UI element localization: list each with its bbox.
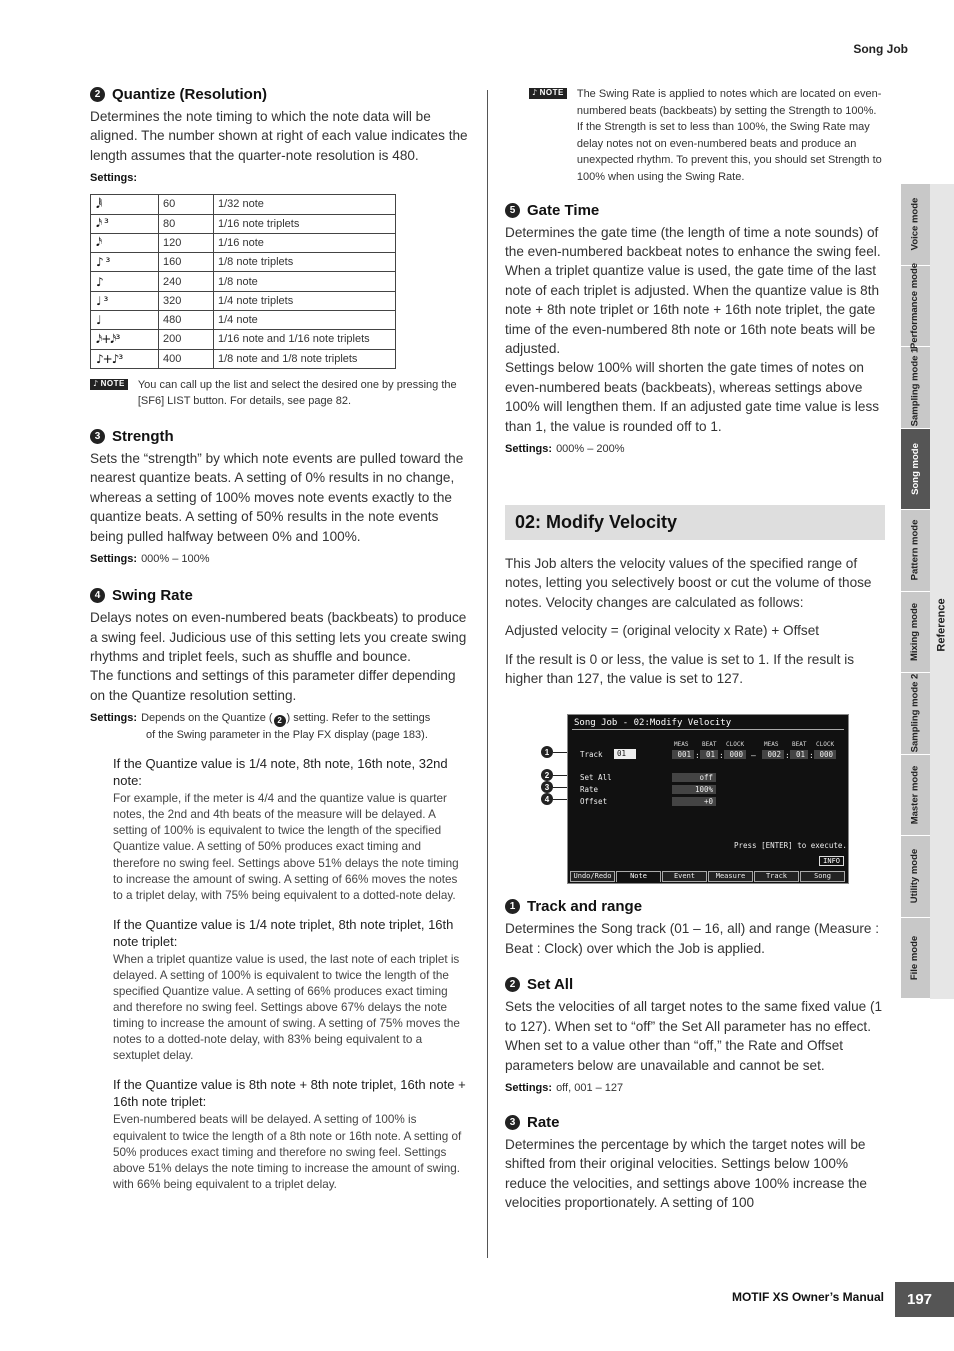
quantize-settings: Settings: xyxy=(90,172,138,185)
track-body: Determines the Song track (01 – 16, all) and range (Measure : Beat : Clock) over which the Job is applied. xyxy=(505,921,880,956)
lcd-header: BEAT xyxy=(792,741,807,749)
note-description: 1/8 note triplets xyxy=(214,253,396,272)
note-value-icon: ♪ xyxy=(91,272,159,291)
track-label: Track xyxy=(580,750,603,760)
sidebar-tab-sampling-mode-2[interactable]: Sampling mode 2 xyxy=(901,673,930,755)
item-number-badge: 3 xyxy=(90,429,105,444)
quantize-heading xyxy=(90,86,468,103)
swing-case-3: If the Quantize value is 8th note + 8th note triplet, 16th note + 16th note triplet: Even-numbered beats will be delayed. A setting of 100% is equivalent to twice the length of a 8th note or 16th note. A setting of 50% produces exact timing and therefore no swing feel. Settings above 51% delays the note timing to increase the amount of swing. with 66% being equivalent to a triplet delay. xyxy=(113,1077,466,1191)
strength-body: Sets the “strength” by which note events are pulled toward the nearest quantize beats. A setting of 0% results in no change, whereas a setting of 100% moves note events exactly to the quantize beats. A setting of 50% results in the note events being pulled halfway between 0% and 100%. xyxy=(90,451,464,544)
rate-label: Rate xyxy=(580,785,599,795)
lcd-tabs xyxy=(570,871,846,882)
info-button[interactable]: INFO xyxy=(819,856,844,866)
table-row xyxy=(91,272,396,291)
beat-start[interactable]: 01 xyxy=(700,750,718,759)
gate-body-2: Settings below 100% will shorten the gate times of notes on even-numbered beats (backbeats), whereas settings above 100% will lengthen them. If an adjusted gate time value is less than 1, the value is rounded off to 1. xyxy=(505,360,880,434)
note-value-icon: 𝅘𝅥𝅱 xyxy=(91,195,159,214)
swing-case-1: If the Quantize value is 1/4 note, 8th note, 16th note, 32nd note: For example, if the meter is 4/4 and the quantize value is quarter notes, the 2nd and 4th beats of the measure will be delayed. A setting of 100% is equivalent to twice the length of the specified Quantize value. A setting of 50% produces exact timing and therefore no swing feel. Settings above 51% delays the note timing to increase the amount of swing. A setting of 66% moves the notes to a triplet delay, with 75% being equivalent to a dotted-note delay. xyxy=(113,756,459,902)
table-row xyxy=(91,233,396,252)
track-title: Track and range xyxy=(527,898,643,916)
clock-start[interactable]: 000 xyxy=(724,750,746,759)
lcd-display xyxy=(567,714,849,884)
note-value-icon: ♪ ³ xyxy=(91,253,159,272)
page-number: 197 xyxy=(895,1282,954,1317)
right-column xyxy=(505,84,885,1213)
quantize-note xyxy=(90,377,468,410)
item-number-badge: 1 xyxy=(505,899,520,914)
note-value-icon: 𝅘𝅥𝅯+𝅘𝅥𝅯³ xyxy=(91,330,159,349)
quantize-table xyxy=(90,194,396,369)
note-description: 1/4 note xyxy=(214,311,396,330)
modify-body-1: This Job alters the velocity values of the specified range of notes, letting you selectively boost or cut the volume of those notes. Velocity changes are calculated as follows: xyxy=(505,556,872,610)
swing-rate-note-text: The Swing Rate is applied to notes which are located on even-numbered beats (backbeats) by setting the Strength to 100%. If the Strength is set to less than 100%, the Swing Rate may delay notes not on even-numbered beats and produce an unexpected rhythm. To prevent this, you should set Strength to 100% when using the Swing Rate. xyxy=(576,88,882,183)
table-row xyxy=(91,195,396,214)
execute-message: Press [ENTER] to execute. xyxy=(734,841,847,851)
table-row xyxy=(91,330,396,349)
swing-heading xyxy=(90,587,468,604)
divider xyxy=(572,729,844,730)
item-number-badge: 5 xyxy=(505,203,520,218)
callout-4: 4 xyxy=(541,793,583,805)
swing-body-1: Delays notes on even-numbered beats (backbeats) to produce a swing feel. Judicious use of this setting lets you create swing rhythms and triplet feels, such as shuffle and bounce. xyxy=(90,610,467,664)
sidebar-tab-file-mode[interactable]: File mode xyxy=(901,918,930,1000)
swing-body-2: The functions and settings of this parameter differ depending on the Quantize resolution setting. xyxy=(90,668,456,703)
manual-title: MOTIF XS Owner’s Manual xyxy=(731,1290,884,1304)
set-all-field[interactable]: off xyxy=(672,773,716,782)
resolution-value: 320 xyxy=(159,291,214,310)
sidebar-tab-pattern-mode[interactable]: Pattern mode xyxy=(901,510,930,592)
note-icon: ♪ NOTE xyxy=(90,379,128,390)
table-row xyxy=(91,349,396,368)
beat-end[interactable]: 01 xyxy=(790,750,808,759)
left-column xyxy=(90,84,468,1193)
sidebar-tab-mixing-mode[interactable]: Mixing mode xyxy=(901,592,930,674)
resolution-value: 480 xyxy=(159,311,214,330)
offset-field[interactable]: +0 xyxy=(672,797,716,806)
item-number-badge: 2 xyxy=(505,977,520,992)
note-description: 1/32 note xyxy=(214,195,396,214)
resolution-value: 120 xyxy=(159,233,214,252)
separator: : xyxy=(719,751,724,761)
setall-body: Sets the velocities of all target notes to the same fixed value (1 to 127). When set to “off” the Set All parameter has no effect. When set to a value other than “off,” the Rate and Offset parameters below are unavailable and cannot be set. xyxy=(505,999,883,1073)
swing-title: Swing Rate xyxy=(112,587,193,605)
setall-heading xyxy=(505,976,885,993)
resolution-value: 200 xyxy=(159,330,214,349)
gate-title: Gate Time xyxy=(527,201,600,219)
running-header: Song Job xyxy=(853,42,908,56)
callout-3: 3 xyxy=(541,781,583,793)
gate-heading xyxy=(505,202,885,219)
tab-note[interactable]: Note xyxy=(616,871,661,882)
lcd-header: CLOCK xyxy=(726,741,745,749)
note-description: 1/8 note and 1/8 note triplets xyxy=(214,349,396,368)
quantize-title: Quantize (Resolution) xyxy=(112,86,267,103)
sidebar-tab-sampling-mode-1[interactable]: Sampling mode 1 xyxy=(901,347,930,429)
item-number-badge: 2 xyxy=(274,715,286,727)
reference-label: Reference xyxy=(936,598,949,652)
callout-1: 1 xyxy=(541,746,583,758)
gate-body-1: Determines the gate time (the length of time a note sounds) of the even-numbered backbeat notes to enhance the swing feel. When a triplet quantize value is used, the gate time of the last note of each triplet is adjusted. When the quantize value is 8th note + 8th note triplet or 16th note + 16th note triplet, the gate time of the even-numbered 8th note or 16th note beats will be adjusted. xyxy=(505,224,881,356)
clock-end[interactable]: 000 xyxy=(814,750,836,759)
tab-undo-redo[interactable]: Undo/Redo xyxy=(570,871,615,882)
lcd-header: MEAS xyxy=(674,741,689,749)
sidebar-tab-song-mode[interactable]: Song mode xyxy=(901,429,930,511)
swing-settings: Settings: Depends on the Quantize ( 2 ) setting. Refer to the settings of the Swing parameter in the Play FX display (page 183). xyxy=(90,712,431,742)
sidebar-tab-master-mode[interactable]: Master mode xyxy=(901,755,930,837)
lcd-title: Song Job - 02:Modify Velocity xyxy=(574,718,732,729)
resolution-value: 60 xyxy=(159,195,214,214)
track-heading xyxy=(505,898,885,915)
note-description: 1/8 note xyxy=(214,272,396,291)
note-icon: ♪ NOTE xyxy=(529,88,567,99)
item-number-badge: 4 xyxy=(90,588,105,603)
note-value-icon: 𝅘𝅥𝅯 xyxy=(91,233,159,252)
table-row xyxy=(91,291,396,310)
note-description: 1/16 note triplets xyxy=(214,214,396,233)
tab-track[interactable]: Track xyxy=(754,871,799,882)
tab-song[interactable]: Song xyxy=(800,871,845,882)
note-value-icon: ♪+♪³ xyxy=(91,349,159,368)
note-value-icon: ♩ ³ xyxy=(91,291,159,310)
mode-sidebar xyxy=(901,184,930,999)
lcd-header: MEAS xyxy=(764,741,779,749)
lcd-header: BEAT xyxy=(702,741,717,749)
rate-title: Rate xyxy=(527,1113,560,1131)
rate-field[interactable]: 100% xyxy=(672,785,716,794)
tab-measure[interactable]: Measure xyxy=(708,871,753,882)
separator: : xyxy=(809,751,814,761)
modify-body-2: If the result is 0 or less, the value is set to 1. If the result is higher than 127, the value is set to 127. xyxy=(505,651,855,687)
rate-heading xyxy=(505,1114,885,1131)
meas-start[interactable]: 001 xyxy=(672,750,694,759)
swing-rate-note xyxy=(505,86,885,186)
note-description: 1/4 note triplets xyxy=(214,291,396,310)
section-title: 02: Modify Velocity xyxy=(505,505,885,540)
rate-body: Determines the percentage by which the target notes will be shifted from their original velocities. Settings below 100% reduce the velocities, and settings above 100% increase the velocities proportionately. A setting of 100 xyxy=(505,1136,867,1211)
lcd-header: CLOCK xyxy=(816,741,835,749)
note-description: 1/16 note xyxy=(214,233,396,252)
gate-settings: Settings: 000% – 200% xyxy=(505,443,625,456)
table-row xyxy=(91,253,396,272)
column-divider xyxy=(487,90,488,1258)
table-row xyxy=(91,311,396,330)
setall-settings: Settings: off, 001 – 127 xyxy=(505,1081,624,1094)
resolution-value: 400 xyxy=(159,349,214,368)
lcd-screenshot xyxy=(541,714,853,886)
strength-settings: Settings: 000% – 100% xyxy=(90,553,210,566)
sidebar-tab-voice-mode[interactable]: Voice mode xyxy=(901,184,930,266)
velocity-formula: Adjusted velocity = (original velocity x Rate) + Offset xyxy=(505,623,820,639)
sidebar-tab-utility-mode[interactable]: Utility mode xyxy=(901,836,930,918)
strength-heading xyxy=(90,428,468,445)
set-all-label: Set All xyxy=(580,773,612,783)
resolution-value: 80 xyxy=(159,214,214,233)
note-value-icon: 𝅘𝅥𝅯 ³ xyxy=(91,214,159,233)
separator: : xyxy=(695,751,700,761)
table-row xyxy=(91,214,396,233)
tab-event[interactable]: Event xyxy=(662,871,707,882)
offset-label: Offset xyxy=(580,797,608,807)
quantize-note-text: You can call up the list and select the desired one by pressing the [SF6] LIST button. For details, see page 82. xyxy=(137,378,457,408)
strength-title: Strength xyxy=(112,428,174,446)
separator: – xyxy=(751,751,756,761)
setall-title: Set All xyxy=(527,976,574,994)
track-field[interactable]: 01 xyxy=(614,749,636,759)
separator: : xyxy=(785,751,790,761)
sidebar-tab-performance-mode[interactable]: Performance mode xyxy=(901,266,930,348)
swing-case-2: If the Quantize value is 1/4 note triplet, 8th note triplet, 16th note triplet: When a triplet quantize value is used, the last note of each triplet is delayed. A setting of 100% is equivalent to twice the length of the specified Quantize value. A setting of 66% produces exact timing and therefore no swing feel. Settings above 67% delays the note timing to increase the amount of swing. A setting of 75% moves the notes to a dotted-note delay, with 83% being equivalent to a sextuplet delay. xyxy=(113,916,460,1063)
resolution-value: 160 xyxy=(159,253,214,272)
note-description: 1/16 note and 1/16 note triplets xyxy=(214,330,396,349)
resolution-value: 240 xyxy=(159,272,214,291)
note-value-icon: ♩ xyxy=(91,311,159,330)
callout-2: 2 xyxy=(541,769,583,781)
item-number-badge: 3 xyxy=(505,1115,520,1130)
item-number-badge: 2 xyxy=(90,87,105,102)
quantize-body: Determines the note timing to which the note data will be aligned. The number shown at right of each value indicates the length assumes that the quarter-note resolution is 480. xyxy=(90,109,468,163)
meas-end[interactable]: 002 xyxy=(762,750,784,759)
